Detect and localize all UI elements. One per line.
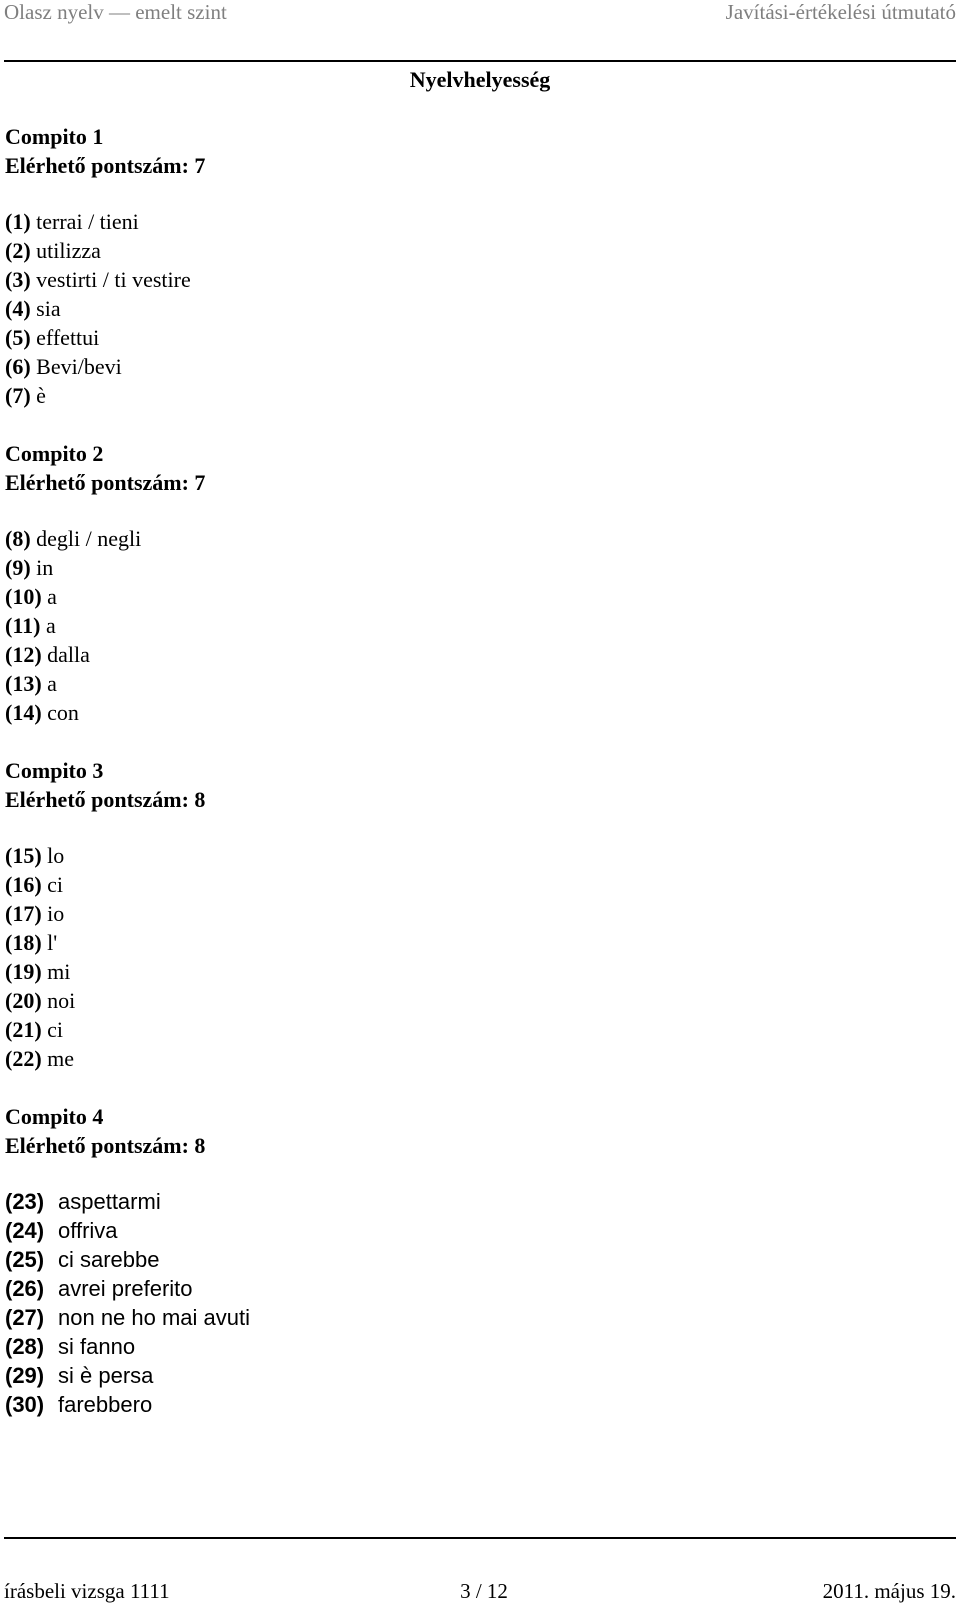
answer-text: sia (36, 296, 61, 321)
answer-item (5, 352, 905, 381)
header-divider (4, 60, 956, 62)
answer-item (5, 1216, 905, 1245)
answer-number: (13) (5, 671, 42, 696)
answer-item (5, 1187, 905, 1216)
answer-text: terrai / tieni (36, 209, 139, 234)
answer-item (5, 1390, 905, 1419)
answer-item (5, 265, 905, 294)
answer-item (5, 1044, 905, 1073)
answer-number: (9) (5, 555, 31, 580)
answer-item (5, 611, 905, 640)
answer-number: (28) (5, 1334, 45, 1359)
answer-item (5, 899, 905, 928)
answer-text: ci sarebbe (58, 1247, 160, 1272)
compito-1 (5, 122, 905, 410)
answer-list (5, 1187, 905, 1419)
answer-text: lo (47, 843, 65, 868)
compito-title: Compito 4 (5, 1104, 104, 1129)
answer-number: (1) (5, 209, 31, 234)
answer-text: utilizza (36, 238, 101, 263)
answer-item (5, 669, 905, 698)
answer-number: (11) (5, 613, 41, 638)
answer-item (5, 381, 905, 410)
compito-points: Elérhető pontszám: 8 (5, 787, 206, 812)
answer-item (5, 1245, 905, 1274)
answer-number: (10) (5, 584, 42, 609)
answer-number: (12) (5, 642, 42, 667)
answer-text: aspettarmi (58, 1189, 161, 1214)
footer-date: 2011. május 19. (822, 1579, 956, 1603)
answer-text: io (47, 901, 65, 926)
answer-text: Bevi/bevi (36, 354, 122, 379)
page-footer (4, 1577, 956, 1605)
answer-text: mi (47, 959, 71, 984)
answer-number: (3) (5, 267, 31, 292)
answer-text: farebbero (58, 1392, 153, 1417)
answer-number: (17) (5, 901, 42, 926)
answer-number: (25) (5, 1247, 45, 1272)
answer-number: (30) (5, 1392, 45, 1417)
compito-4 (5, 1102, 905, 1419)
compito-title: Compito 1 (5, 124, 104, 149)
answer-text: a (45, 613, 56, 638)
answer-text: è (36, 383, 46, 408)
answer-number: (8) (5, 526, 31, 551)
answer-number: (22) (5, 1046, 42, 1071)
answer-text: in (36, 555, 54, 580)
answer-number: (18) (5, 930, 42, 955)
answer-number: (20) (5, 988, 42, 1013)
answer-item (5, 698, 905, 727)
answer-text: a (47, 671, 57, 696)
answer-text: avrei preferito (58, 1276, 193, 1301)
answer-text: vestirti / ti vestire (36, 267, 191, 292)
answer-item (5, 524, 905, 553)
answer-item (5, 553, 905, 582)
answer-item (5, 236, 905, 265)
compito-points: Elérhető pontszám: 8 (5, 1133, 206, 1158)
compito-2 (5, 439, 905, 727)
answer-text: dalla (47, 642, 90, 667)
answer-text: effettui (36, 325, 100, 350)
answer-text: ci (47, 872, 64, 897)
answer-number: (27) (5, 1305, 45, 1330)
answer-text: offriva (58, 1218, 118, 1243)
answer-item (5, 1332, 905, 1361)
answer-text: si fanno (58, 1334, 136, 1359)
answer-number: (6) (5, 354, 31, 379)
answer-item (5, 841, 905, 870)
compito-points: Elérhető pontszám: 7 (5, 470, 206, 495)
compito-title: Compito 3 (5, 758, 104, 783)
page-header (4, 0, 956, 24)
compito-points: Elérhető pontszám: 7 (5, 153, 206, 178)
answer-number: (19) (5, 959, 42, 984)
answer-item (5, 582, 905, 611)
answer-list (5, 841, 905, 1073)
answer-number: (24) (5, 1218, 45, 1243)
header-subject: Olasz nyelv — emelt szint (4, 0, 227, 24)
answer-item (5, 640, 905, 669)
footer-exam-code: írásbeli vizsga 1111 (4, 1579, 170, 1603)
answer-item (5, 957, 905, 986)
answer-item (5, 1361, 905, 1390)
answer-text: ci (47, 1017, 64, 1042)
answer-item (5, 870, 905, 899)
answer-item (5, 928, 905, 957)
answer-number: (2) (5, 238, 31, 263)
answer-item (5, 294, 905, 323)
answer-number: (5) (5, 325, 31, 350)
answer-number: (23) (5, 1189, 45, 1214)
answer-item (5, 1274, 905, 1303)
answer-text: a (47, 584, 57, 609)
answer-text: degli / negli (36, 526, 142, 551)
answer-key-content (5, 122, 905, 1448)
footer-page-number: 3 / 12 (460, 1579, 508, 1603)
answer-text: l' (47, 930, 58, 955)
answer-number: (16) (5, 872, 42, 897)
answer-number: (29) (5, 1363, 45, 1388)
answer-list (5, 207, 905, 410)
answer-number: (26) (5, 1276, 45, 1301)
answer-number: (7) (5, 383, 31, 408)
section-title: Nyelvhelyesség (409, 67, 551, 92)
answer-item (5, 1303, 905, 1332)
compito-3 (5, 756, 905, 1073)
answer-text: me (47, 1046, 75, 1071)
answer-item (5, 1015, 905, 1044)
answer-text: non ne ho mai avuti (58, 1305, 251, 1330)
answer-number: (14) (5, 700, 42, 725)
answer-text: noi (47, 988, 76, 1013)
answer-item (5, 207, 905, 236)
compito-title: Compito 2 (5, 441, 104, 466)
answer-number: (4) (5, 296, 31, 321)
answer-number: (21) (5, 1017, 42, 1042)
answer-item (5, 986, 905, 1015)
answer-text: si è persa (58, 1363, 154, 1388)
answer-text: con (47, 700, 79, 725)
footer-divider (4, 1537, 956, 1539)
answer-list (5, 524, 905, 727)
answer-number: (15) (5, 843, 42, 868)
answer-item (5, 323, 905, 352)
header-document-type: Javítási-értékelési útmutató (725, 0, 956, 24)
